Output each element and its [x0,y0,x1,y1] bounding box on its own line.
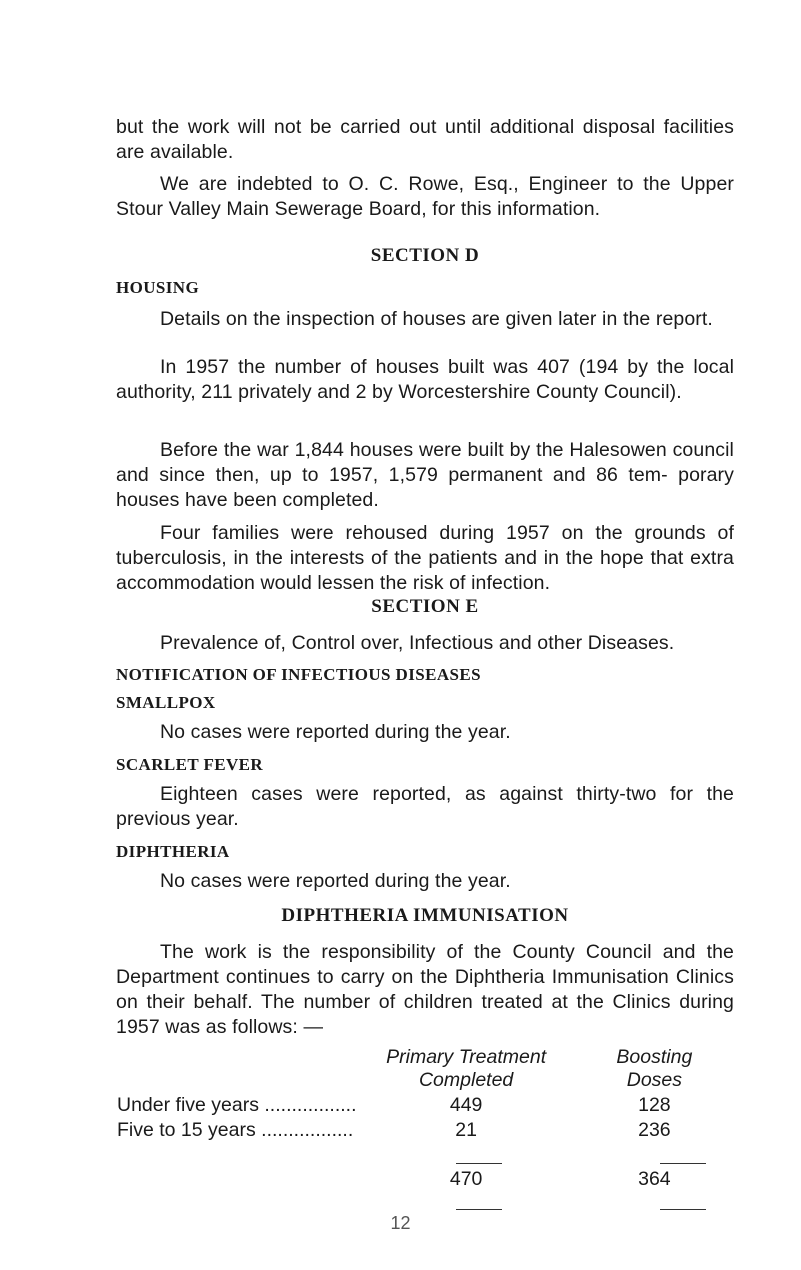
table-row [116,1093,734,1118]
smallpox-heading: SMALLPOX [116,693,216,712]
immunisation-heading: DIPHTHERIA IMMUNISATION [281,905,569,926]
paragraph-prewar: Before the war 1,844 houses were built by the Halesowen council and since then, up to 1957, 1,579 permanent and 86 tem- porary houses have been completed. [116,439,734,511]
total-rule-boosting [660,1209,706,1210]
primary-total: 470 [449,1168,483,1190]
total-rule-primary [456,1209,502,1210]
immunisation-table [116,1045,734,1192]
paragraph-disposal: but the work will not be carried out until additional disposal facilities are available. [116,116,734,163]
row-label: Five to 15 years ................. [117,1119,354,1141]
primary-value: 21 [455,1119,477,1141]
paragraph-rehoused: Four families were rehoused during 1957 on the grounds of tuberculosis, in the interests of the patients and in the hope that extra accommodation would lessen the risk of infection. [116,522,734,594]
primary-value: 449 [449,1094,483,1116]
section-d-heading: SECTION D [370,245,480,266]
paragraph-scarlet-fever: Eighteen cases were reported, as against thirty-two for the previous year. [116,783,734,830]
subtotal-rule-primary [456,1163,502,1164]
paragraph-diphtheria: No cases were reported during the year. [160,870,511,892]
housing-heading: HOUSING [116,278,200,297]
paragraph-immunisation: The work is the responsibility of the County Council and the Department continues to carry on the Diphtheria Immunisation Clinics on their behalf. The number of children treated at the Clinics during 1957 was as follows: — [116,941,734,1038]
table-total-row [116,1167,734,1192]
diphtheria-heading: DIPHTHERIA [116,842,230,861]
paragraph-prevalence: Prevalence of, Control over, Infectious and other Diseases. [160,632,675,654]
boosting-total: 364 [638,1168,671,1190]
subtotal-rule-boosting [660,1163,706,1164]
paragraph-inspection: Details on the inspection of houses are given later in the report. [160,308,713,330]
scarlet-fever-heading: SCARLET FEVER [116,755,264,774]
primary-treatment-header: Primary Treatment Completed [386,1046,547,1091]
paragraph-houses-built: In 1957 the number of houses built was 407 (194 by the local authority, 211 privately and 2 by Worcestershire County Council). [116,356,734,403]
notification-heading: NOTIFICATION OF INFECTIOUS DISEASES [116,665,481,684]
table-row [116,1118,734,1143]
boosting-value: 236 [638,1119,671,1141]
row-label: Under five years ................. [117,1094,357,1116]
paragraph-smallpox: No cases were reported during the year. [160,721,511,743]
boosting-doses-header: Boosting Doses [616,1046,693,1091]
paragraph-acknowledgement: We are indebted to O. C. Rowe, Esq., Engineer to the Upper Stour Valley Main Sewerage Board, for this information. [116,173,734,220]
table-header-row [116,1045,734,1093]
section-e-heading: SECTION E [371,596,479,617]
boosting-value: 128 [638,1094,671,1116]
page-number: 12 [390,1213,411,1233]
